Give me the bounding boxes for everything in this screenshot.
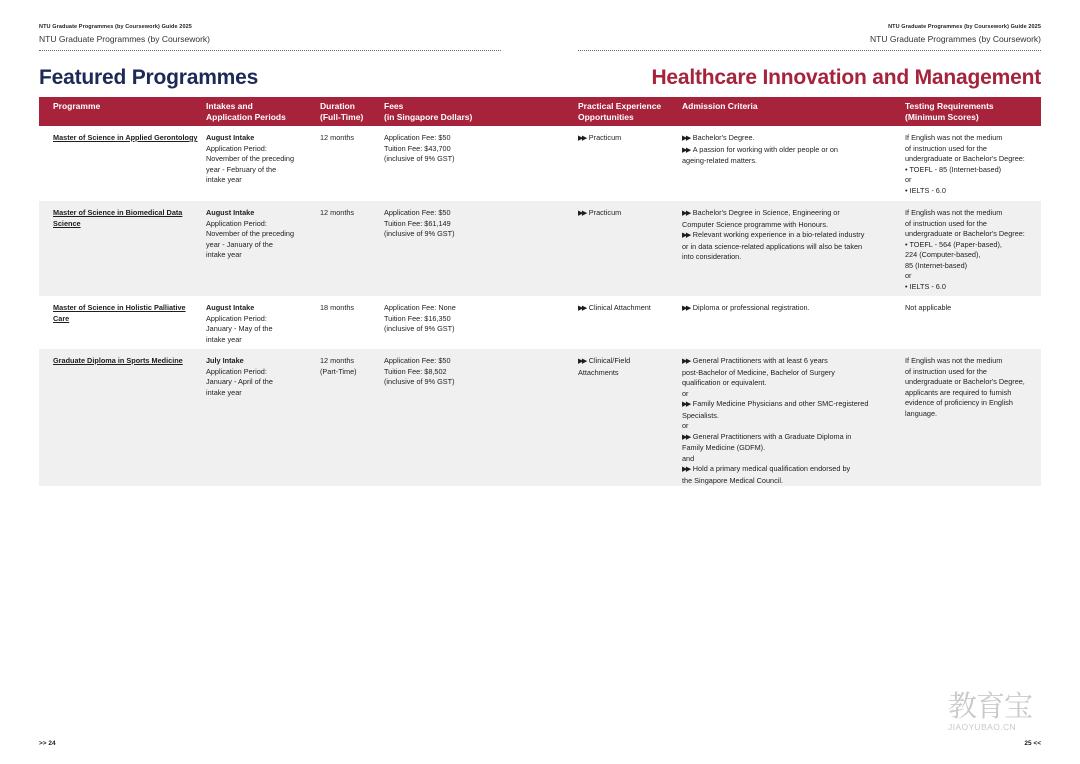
page-title-featured: Featured Programmes	[39, 66, 259, 89]
double-arrow-icon: ▶▶	[682, 135, 690, 142]
admission-cell: ▶▶ Diploma or professional registration.	[682, 303, 810, 312]
header-admission: Admission Criteria	[682, 101, 758, 111]
admission-cell: ▶▶ Bachelor's Degree in Science, Engineering or Computer Science programme with Honours. ▶▶ Relevant working experience in a bio-related industry or in data science-related applications will also be taken into consideration.	[682, 208, 865, 261]
double-arrow-icon: ▶▶	[578, 210, 586, 217]
page-number-left: >> 24	[39, 740, 56, 747]
header-intakes: Intakes and Application Periods	[206, 101, 286, 122]
table-row	[39, 126, 1041, 201]
intake-cell: August Intake Application Period: November of the preceding year - February of the intake year	[206, 133, 295, 184]
header-programme: Programme	[53, 101, 101, 111]
double-arrow-icon: ▶▶	[578, 135, 586, 142]
page-title-healthcare: Healthcare Innovation and Management	[651, 66, 1041, 89]
fees-cell: Application Fee: $50 Tuition Fee: $43,700 (inclusive of 9% GST)	[384, 133, 455, 163]
programme-name-cell	[53, 356, 203, 367]
watermark-url: JIAOYUBAO.CN	[948, 722, 1017, 732]
fees-cell: Application Fee: None Tuition Fee: $16,350 (inclusive of 9% GST)	[384, 303, 456, 333]
practical-cell: ▶▶ Practicum	[578, 133, 622, 142]
double-arrow-icon: ▶▶	[682, 466, 690, 473]
duration-cell: 12 months	[320, 133, 355, 142]
testing-cell: Not applicable	[905, 303, 952, 312]
duration-cell: 18 months	[320, 303, 355, 312]
table-row	[39, 296, 1041, 349]
intake-cell: August Intake Application Period: November of the preceding year - January of the intake year	[206, 208, 295, 259]
header-fees: Fees (in Singapore Dollars)	[384, 101, 473, 122]
table-body	[39, 126, 1041, 486]
header-testing: Testing Requirements (Minimum Scores)	[905, 101, 994, 122]
table-header	[39, 97, 1041, 126]
fees-cell: Application Fee: $50 Tuition Fee: $8,502 (inclusive of 9% GST)	[384, 356, 455, 386]
double-arrow-icon: ▶▶	[682, 146, 690, 154]
double-arrow-icon: ▶▶	[682, 232, 690, 239]
testing-cell: If English was not the medium of instruction used for the undergraduate or Bachelor's Degree: • TOEFL - 85 (Internet-based) or • IELTS - 6.0	[905, 133, 1025, 195]
testing-cell: If English was not the medium of instruction used for the undergraduate or Bachelor's Degree, applicants are required to furnish evidence of proficiency in English language.	[905, 356, 1025, 418]
guide-subtitle-left: NTU Graduate Programmes (by Coursework)	[39, 34, 210, 44]
duration-cell: 12 months (Part-Time)	[320, 356, 357, 376]
double-arrow-icon: ▶▶	[578, 358, 586, 365]
page-number-right: 25 <<	[1024, 740, 1041, 747]
table-row	[39, 349, 1041, 486]
watermark-logo	[948, 690, 1034, 740]
practical-cell: ▶▶ Practicum	[578, 208, 622, 217]
programme-link[interactable]: Master of Science in Applied Gerontology	[53, 133, 198, 142]
testing-cell: If English was not the medium of instruction used for the undergraduate or Bachelor's Degree: • TOEFL - 564 (Paper-based), 224 (Computer-based), 85 (Internet-based) or • IELTS - 6.0	[905, 208, 1025, 291]
fees-cell: Application Fee: $50 Tuition Fee: $61,149 (inclusive of 9% GST)	[384, 208, 455, 238]
header-practical: Practical Experience Opportunities	[578, 101, 662, 122]
admission-cell: ▶▶ General Practitioners with at least 6 years post-Bachelor of Medicine, Bachelor of Surgery qualification or equivalent. or ▶▶ Family Medicine Physicians and other SMC-registered Specialists. or ▶▶ General Practitioners with a Graduate Diploma in Family Medicine (GDFM). and ▶▶ Hold a primary medical qualification endorsed by the Singapore Medical Council.	[682, 356, 869, 485]
double-arrow-icon: ▶▶	[682, 433, 690, 441]
double-arrow-icon: ▶▶	[682, 358, 690, 365]
table-row	[39, 201, 1041, 296]
intake-cell: July Intake Application Period: January - April of the intake year	[206, 356, 273, 397]
programme-link[interactable]: Master of Science in Holistic Palliative Care	[53, 303, 186, 323]
double-arrow-icon: ▶▶	[682, 401, 690, 408]
watermark-text: 教育宝	[948, 689, 1033, 723]
programme-link[interactable]: Graduate Diploma in Sports Medicine	[53, 356, 183, 365]
practical-cell: ▶▶ Clinical/Field Attachments	[578, 356, 631, 377]
guide-title-right: NTU Graduate Programmes (by Coursework) Guide 2025	[888, 24, 1041, 30]
dotted-divider-left	[39, 50, 501, 51]
programme-link[interactable]: Master of Science in Biomedical Data Science	[53, 208, 183, 228]
guide-title-left: NTU Graduate Programmes (by Coursework) Guide 2025	[39, 24, 192, 30]
programmes-table	[39, 97, 1041, 486]
intake-cell: August Intake Application Period: January - May of the intake year	[206, 303, 273, 344]
programme-name-cell	[53, 133, 203, 144]
double-arrow-icon: ▶▶	[682, 305, 690, 312]
dotted-divider-right	[578, 50, 1041, 51]
double-arrow-icon: ▶▶	[682, 210, 690, 217]
double-arrow-icon: ▶▶	[578, 305, 586, 312]
programme-name-cell	[53, 208, 203, 229]
guide-subtitle-right: NTU Graduate Programmes (by Coursework)	[870, 34, 1041, 44]
duration-cell: 12 months	[320, 208, 355, 217]
header-duration: Duration (Full-Time)	[320, 101, 364, 122]
practical-cell: ▶▶ Clinical Attachment	[578, 303, 651, 312]
admission-cell: ▶▶ Bachelor's Degree. ▶▶ A passion for working with older people or on ageing-related matters.	[682, 133, 838, 165]
programme-name-cell	[53, 303, 203, 324]
